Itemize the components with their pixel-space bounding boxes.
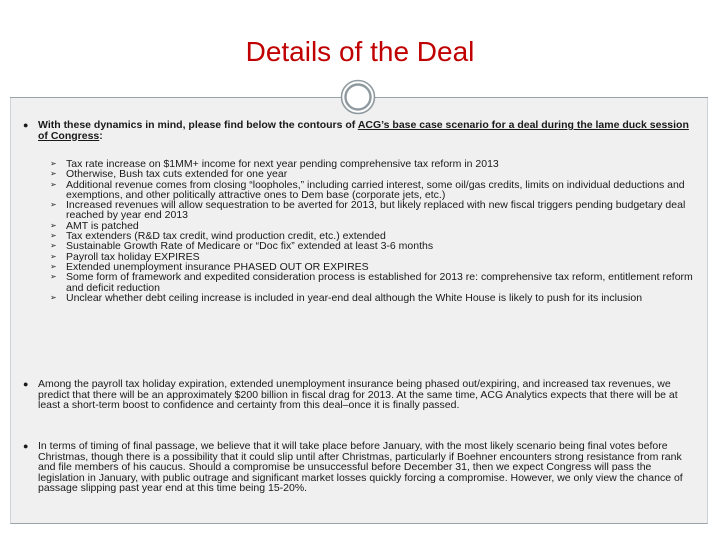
arrow-bullet-icon: ➢ (50, 220, 57, 230)
bullet-icon: ● (23, 120, 29, 130)
timing-paragraph (23, 440, 698, 494)
list-item (50, 178, 696, 201)
list-item-text: Some form of framework and expedited consideration process is established for 2013 re: comprehensive tax reform, entitlement reform and deficit reduction (66, 271, 693, 294)
list-item-text: Tax rate increase on $1MM+ income for next year pending comprehensive tax reform in 2013 (66, 158, 499, 170)
arrow-bullet-icon: ➢ (50, 179, 57, 189)
bullet-icon: ● (23, 379, 29, 389)
intro-text-start: With these dynamics in mind, please find below the contours of (38, 119, 358, 131)
list-item-text: Unclear whether debt ceiling increase is included in year-end deal although the White House is likely to push for its inclusion (66, 291, 643, 304)
arrow-bullet-icon: ➢ (50, 251, 57, 261)
arrow-bullet-icon: ➢ (50, 261, 57, 271)
bullet-icon: ● (23, 441, 29, 451)
deal-items-list (50, 158, 696, 304)
intro-paragraph (23, 119, 698, 142)
fiscal-drag-paragraph (23, 378, 698, 411)
list-item (50, 291, 696, 304)
list-item-text: Extended unemployment insurance PHASED OUT OR EXPIRES (66, 260, 369, 273)
arrow-bullet-icon: ➢ (50, 200, 57, 210)
intro-text-end: : (99, 129, 103, 142)
paragraph-text: Among the payroll tax holiday expiration, extended unemployment insurance being phased out/expiring, and increased tax revenues, we predict that there will be an approximately $200 billion in fiscal drag for 2013. At the same time, ACG Analytics expects that there will be at least a short-term boost to confidence and certainty from this deal–once it is finally passed. (38, 378, 678, 411)
slide-title: Details of the Deal (245, 36, 475, 67)
list-item-text: Increased revenues will allow sequestration to be averted for 2013, but likely replaced with new fiscal triggers pending budgetary deal reached by year end 2013 (66, 199, 686, 222)
list-item (50, 271, 696, 294)
list-item-text: Tax extenders (R&D tax credit, wind production credit, etc.) extended (66, 230, 386, 243)
list-item-text: Otherwise, Bush tax cuts extended for one year (66, 168, 288, 181)
list-item-text: AMT is patched (66, 219, 139, 232)
intro-text-underlined: ACG’s base case scenario for a deal during the lame duck session of Congress (38, 119, 689, 142)
arrow-bullet-icon: ➢ (50, 241, 57, 251)
list-item-text: Additional revenue comes from closing “loopholes,” including carried interest, some oil/gas credits, limits on individual deductions and exemptions, and other politically attractive ones to Dem base (corporate jets, etc.) (66, 178, 685, 201)
arrow-bullet-icon: ➢ (50, 159, 57, 168)
list-item-text: Sustainable Growth Rate of Medicare or “Doc fix” extended at least 3-6 months (66, 240, 434, 253)
paragraph-text: In terms of timing of final passage, we believe that it will take place before January, with the most likely scenario being final votes before Christmas, though there is a possibility that it could slip until after Christmas, particularly if Boehner encounters strong resistance from rank and file members of his caucus. Should a compromise be unsuccessful before December 31, then we expect Congress will pass the legislation in January, with public outrage and significant market losses quickly forcing a compromise. However, we only view the chance of passage slipping past year end at this time being 15-20%. (38, 440, 683, 494)
arrow-bullet-icon: ➢ (50, 292, 57, 302)
list-item-text: Payroll tax holiday EXPIRES (66, 250, 200, 263)
ring-ornament-icon (340, 79, 376, 115)
arrow-bullet-icon: ➢ (50, 231, 57, 241)
list-item (50, 199, 696, 222)
arrow-bullet-icon: ➢ (50, 169, 57, 179)
arrow-bullet-icon: ➢ (50, 272, 57, 282)
